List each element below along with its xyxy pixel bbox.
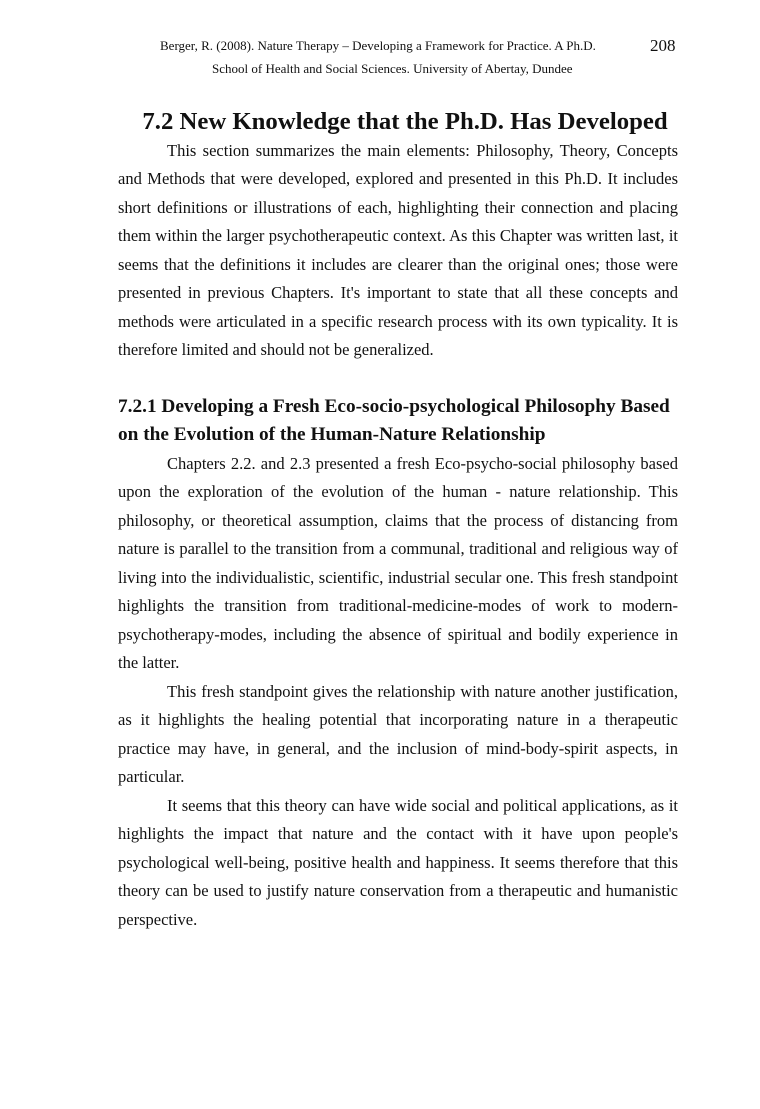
- section-heading: 7.2 New Knowledge that the Ph.D. Has Developed: [142, 108, 668, 135]
- citation-line-1: Berger, R. (2008). Nature Therapy – Developing a Framework for Practice. A Ph.D.: [160, 38, 596, 53]
- subsection-heading: 7.2.1 Developing a Fresh Eco-socio-psychological Philosophy Based on the Evolution of the Human-Nature Relationship: [118, 395, 670, 445]
- page-number: 208: [650, 36, 676, 55]
- subsection-paragraph-1: Chapters 2.2. and 2.3 presented a fresh Eco-psycho-social philosophy based upon the exploration of the evolution of the human - nature relationship. This philosophy, or theoretical assumption, claims that the process of distancing from nature is parallel to the transition from a communal, traditional and religious way of living into the individualistic, scientific, industrial secular one. This fresh standpoint highlights the transition from traditional-medicine-modes of work to modern-psychotherapy-modes, including the absence of spiritual and bodily experience in the latter.: [118, 453, 678, 672]
- page-body: [118, 108, 678, 934]
- subsection-paragraph-3: It seems that this theory can have wide social and political applications, as it highlights the impact that nature and the contact with it have upon people's psychological well-being, positive health and happiness. It seems therefore that this theory can be used to justify nature conservation from a therapeutic and humanistic perspective.: [118, 795, 678, 929]
- subsection-paragraph-2: This fresh standpoint gives the relationship with nature another justification, as it highlights the healing potential that incorporating nature in a therapeutic practice may have, in general, and the inclusion of mind-body-spirit aspects, in particular.: [118, 681, 678, 786]
- citation-line-2: School of Health and Social Sciences. University of Abertay, Dundee: [212, 61, 573, 76]
- section-intro-paragraph: This section summarizes the main elements: Philosophy, Theory, Concepts and Methods that were developed, explored and presented in this Ph.D. It includes short definitions or illustrations of each, highlighting their connection and placing them within the larger psychotherapeutic context. As this Chapter was written last, it seems that the definitions it includes are clearer than the original ones; those were presented in previous Chapters. It's important to state that all these concepts and methods were articulated in a specific research process with its own typicality. It is therefore limited and should not be generalized.: [118, 140, 678, 359]
